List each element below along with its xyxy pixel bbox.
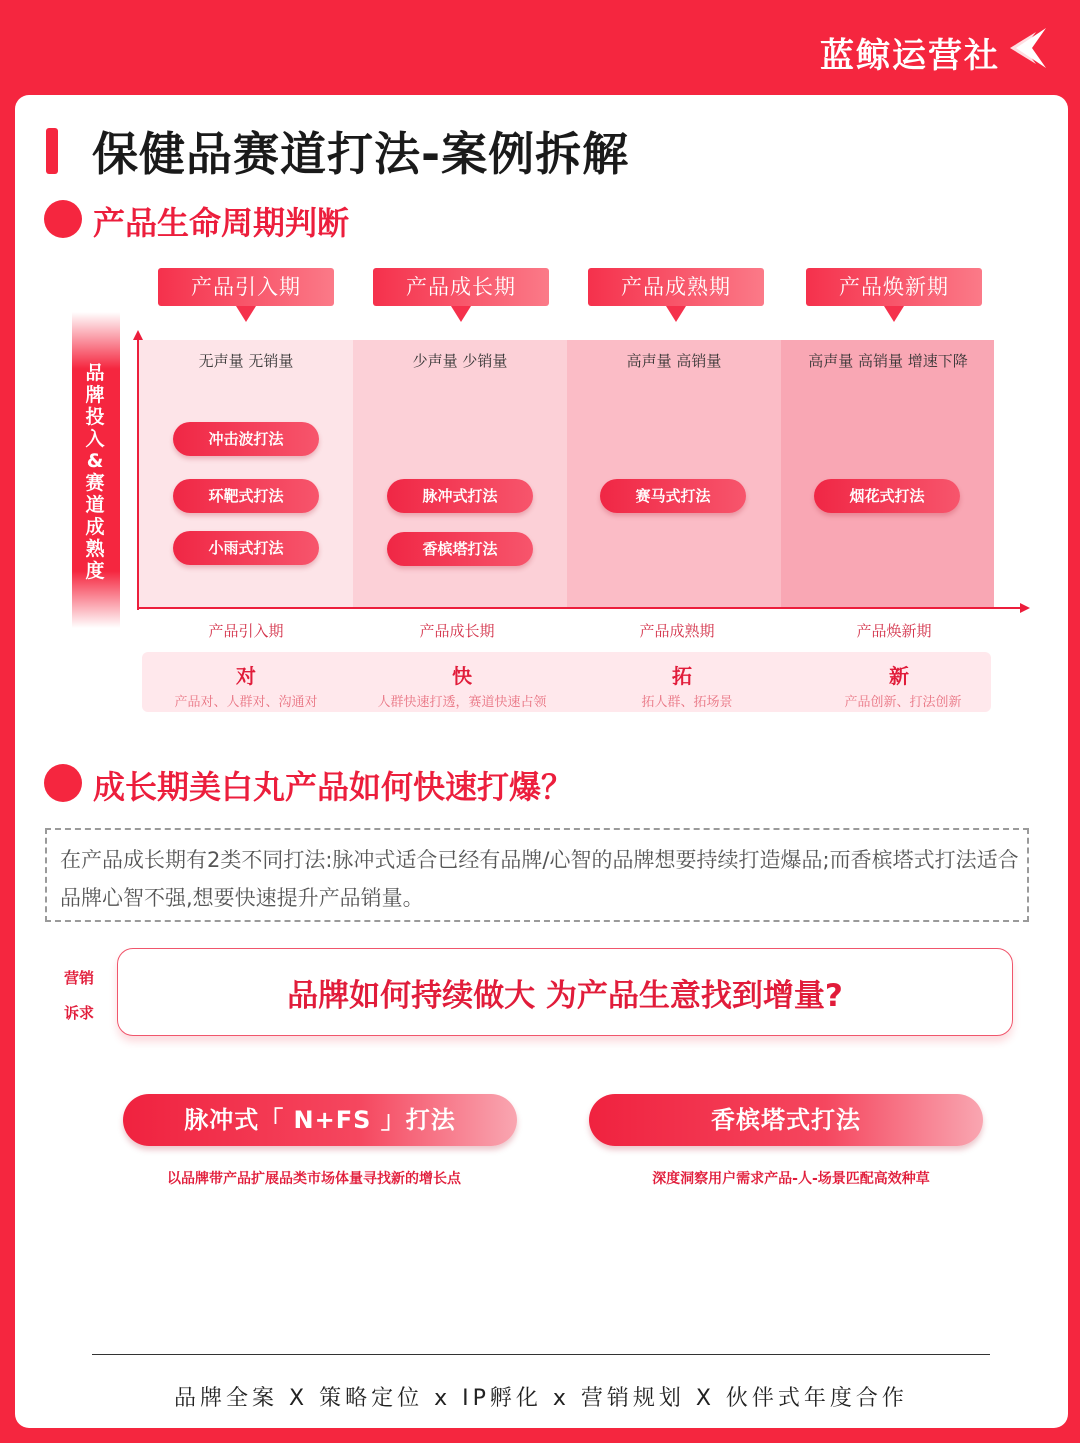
tactic-pill: 脉冲式打法 bbox=[387, 479, 533, 513]
brand-name: 蓝鲸运营社 bbox=[820, 36, 1000, 76]
stage-column-renewal bbox=[781, 340, 994, 608]
summary-key-growth: 快 bbox=[452, 664, 472, 688]
description-text: 在产品成长期有2类不同打法:脉冲式适合已经有品牌/心智的品牌想要持续打造爆品;而香槟塔式打法适合品牌心智不强,想要快速提升产品销量。 bbox=[60, 848, 1019, 910]
x-label-renewal: 产品焕新期 bbox=[856, 622, 932, 640]
stage-header-mature: 高声量 高销量 bbox=[626, 352, 722, 370]
tactic-pill: 冲击波打法 bbox=[173, 422, 319, 456]
section-title-growth: 成长期美白丸产品如何快速打爆？ bbox=[93, 768, 574, 806]
x-label-mature: 产品成熟期 bbox=[639, 622, 715, 640]
section-bullet-icon bbox=[44, 200, 82, 238]
page-title: 保健品赛道打法-案例拆解 bbox=[92, 127, 630, 181]
strategy-pill-champagne: 香槟塔式打法 bbox=[589, 1094, 983, 1146]
stage-header-renewal: 高声量 高销量 增速下降 bbox=[808, 352, 968, 370]
strategy-desc-pulse: 以品牌带产品扩展品类市场体量寻找新的增长点 bbox=[167, 1171, 461, 1187]
stage-header-intro: 无声量 无销量 bbox=[198, 352, 294, 370]
summary-desc-intro: 产品对、人群对、沟通对 bbox=[174, 695, 318, 710]
stage-header-growth: 少声量 少销量 bbox=[412, 352, 508, 370]
tactic-pill: 小雨式打法 bbox=[173, 531, 319, 565]
tactic-pill: 赛马式打法 bbox=[600, 479, 746, 513]
summary-key-mature: 拓 bbox=[672, 664, 692, 688]
tactic-pill: 香槟塔打法 bbox=[387, 532, 533, 566]
y-axis-label: 品牌投入&赛道成熟度 bbox=[85, 362, 105, 582]
summary-desc-mature: 拓人群、拓场景 bbox=[641, 695, 733, 710]
strategy-pill-pulse: 脉冲式「 N+FS 」打法 bbox=[123, 1094, 517, 1146]
stage-column-growth bbox=[353, 340, 567, 608]
x-label-growth: 产品成长期 bbox=[419, 622, 495, 640]
question-text: 品牌如何持续做大 为产品生意找到增量? bbox=[287, 978, 843, 1014]
summary-desc-growth: 人群快速打透，赛道快速占领 bbox=[377, 695, 547, 710]
summary-key-renewal: 新 bbox=[889, 664, 909, 688]
strategy-desc-champagne: 深度洞察用户需求产品-人-场景匹配高效种草 bbox=[652, 1171, 930, 1187]
y-axis-arrow-icon bbox=[133, 330, 143, 340]
footer-divider bbox=[92, 1354, 990, 1355]
section-title-lifecycle: 产品生命周期判断 bbox=[93, 204, 350, 242]
stage-tag-renewal: 产品焕新期 bbox=[806, 268, 982, 306]
stage-tag-growth: 产品成长期 bbox=[373, 268, 549, 306]
stage-column-mature bbox=[567, 340, 781, 608]
tactic-pill: 环靶式打法 bbox=[173, 479, 319, 513]
footer-text: 品牌全案 X 策略定位 x IP孵化 x 营销规划 X 伙伴式年度合作 bbox=[174, 1386, 908, 1411]
whale-fin-logo-icon bbox=[1002, 24, 1050, 72]
side-label-demand: 诉求 bbox=[64, 1004, 95, 1022]
stage-tag-intro: 产品引入期 bbox=[158, 268, 334, 306]
y-axis-line bbox=[137, 336, 139, 610]
stage-tag-mature: 产品成熟期 bbox=[588, 268, 764, 306]
x-axis-arrow-icon bbox=[1020, 603, 1030, 613]
side-label-marketing: 营销 bbox=[64, 969, 95, 987]
summary-key-intro: 对 bbox=[236, 664, 256, 688]
x-axis-line bbox=[137, 607, 1021, 609]
title-accent-bar bbox=[46, 128, 58, 174]
x-label-intro: 产品引入期 bbox=[208, 622, 284, 640]
summary-desc-renewal: 产品创新、打法创新 bbox=[844, 695, 962, 710]
section-bullet-icon bbox=[44, 764, 82, 802]
tactic-pill: 烟花式打法 bbox=[814, 479, 960, 513]
stage-column-intro bbox=[139, 340, 353, 608]
